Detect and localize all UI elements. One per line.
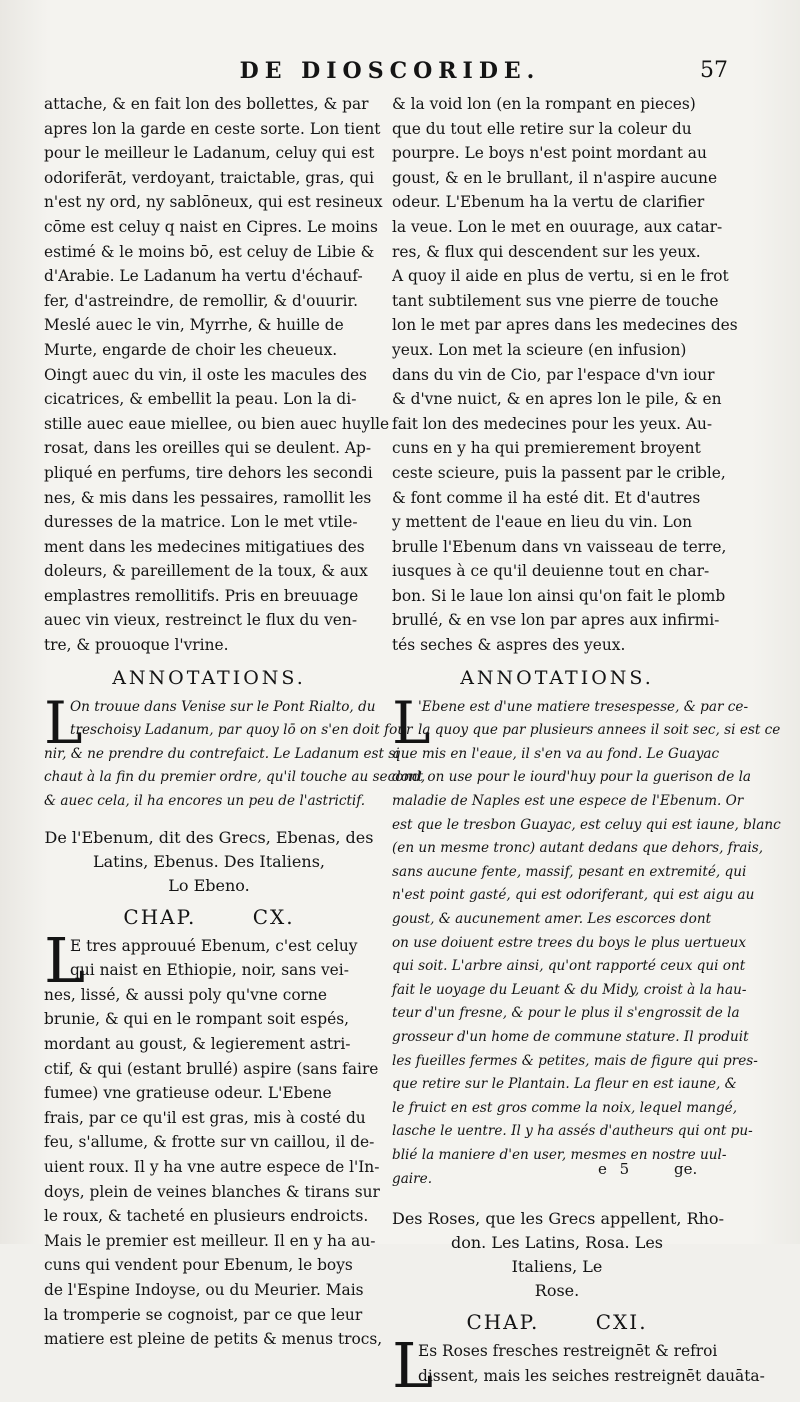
- text-line: fait lon des medecines pour les yeux. Au-: [392, 414, 713, 433]
- text-line: apres lon la garde en ceste sorte. Lon tient: [44, 119, 381, 138]
- text-line: pliqué en perfums, tire dehors les secondi: [44, 463, 373, 482]
- text-line: mordant au goust, & legierement astri-: [44, 1035, 351, 1053]
- text-line: Mais le premier est meilleur. Il en y ha au-: [44, 1231, 376, 1250]
- annotation-line: que mis en l'eaue, il s'en va au fond. Le Guayac: [392, 745, 720, 762]
- text-line: emplastres remollitifs. Pris en breuuage: [44, 586, 359, 605]
- annotation-line: teur d'un fresne, & pour le plus il s'engrossit de la: [392, 1005, 740, 1022]
- annotation-line: la quoy que par plusieurs annees il soit sec, si est ce: [418, 722, 781, 739]
- annotation-line: grosseur d'un home de commune stature. Il produit: [392, 1028, 749, 1045]
- right-chapter-dropcap: L: [392, 1329, 434, 1402]
- text-line: cōme est celuy q naist en Cipres. Le moins: [44, 217, 378, 236]
- text-line: la tromperie se cognoist, par ce que leur: [44, 1305, 363, 1324]
- right-section-title: [392, 1207, 722, 1303]
- text-line: y mettent de l'eaue en lieu du vin. Lon: [392, 513, 692, 532]
- text-line: ceste scieure, puis la passent par le crible,: [392, 463, 726, 482]
- text-line: tre, & prouoque l'vrine.: [44, 636, 229, 655]
- text-line: dans du vin de Cio, par l'espace d'vn iour: [392, 365, 715, 384]
- annotation-line: est que le tresbon Guayac, est celuy qui est iaune, blanc: [392, 816, 781, 833]
- text-line: pour le meilleur le Ladanum, celuy qui est: [44, 144, 375, 163]
- running-title: DE DIOSCORIDE.: [239, 58, 541, 84]
- annotation-line: goust, & aucunement amer. Les escorces dont: [392, 911, 712, 927]
- annotation-line: (en un mesme tronc) autant dedans que dehors, frais,: [392, 840, 764, 857]
- text-line: Oingt auec du vin, il oste les macules des: [44, 365, 367, 384]
- text-line: duresses de la matrice. Lon le met vtile-: [44, 513, 358, 532]
- text-line: iusques à ce qu'il deuienne tout en char-: [392, 562, 710, 581]
- annotation-line: & auec cela, il ha encores un peu de l'astrictif.: [44, 793, 366, 810]
- text-line: nes, & mis dans les pessaires, ramollit les: [44, 488, 372, 507]
- section-title-line: De l'Ebenum, dit des Grecs, Ebenas, des: [44, 827, 374, 847]
- text-line: auec vin vieux, restreinct le flux du ven-: [44, 611, 358, 630]
- right-chapter-block: [392, 1329, 765, 1402]
- text-line: ctif, & qui (estant brullé) aspire (sans faire: [44, 1059, 379, 1078]
- text-line: E tres approuué Ebenum, c'est celuy: [70, 936, 358, 955]
- annotation-line: maladie de Naples est une espece de l'Ebenum. Or: [392, 793, 744, 810]
- text-line: cuns qui vendent pour Ebenum, le boys: [44, 1256, 353, 1275]
- signature-mark: e 5: [598, 1160, 634, 1178]
- annotation-line: blié la maniere d'en user, mesmes en nostre uul-: [392, 1146, 727, 1163]
- text-line: tés seches & aspres des yeux.: [392, 636, 626, 655]
- left-chapter-block: [44, 923, 383, 1352]
- text-line: & d'vne nuict, & en apres lon le pile, & en: [392, 390, 722, 409]
- annotation-line: dont on use pour le iourd'huy pour la guerison de la: [392, 769, 752, 786]
- text-line: cuns en y ha qui premierement broyent: [392, 439, 701, 458]
- right-column: [392, 92, 781, 1402]
- section-title-line: don. Les Latins, Rosa. Les: [450, 1233, 664, 1253]
- section-title-line: Latins, Ebenus. Des Italiens,: [93, 851, 325, 871]
- text-line: odeur. L'Ebenum ha la vertu de clarifier: [392, 193, 705, 212]
- right-annotations-block: [392, 688, 781, 1191]
- text-line: tant subtilement sus vne pierre de touche: [392, 291, 719, 310]
- annotation-line: On trouue dans Venise sur le Pont Rialto, du: [70, 698, 376, 715]
- annotation-line: gaire.: [392, 1170, 433, 1187]
- annotation-line: treschoisy Ladanum, par quoy lō on s'en doit four: [70, 722, 413, 739]
- annotation-line: qui soit. L'arbre ainsi, qu'ont rapporté ceux qui ont: [392, 958, 746, 975]
- text-line: uient roux. Il y ha vne autre espece de l'In-: [44, 1157, 380, 1176]
- text-line: & font comme il ha esté dit. Et d'autres: [392, 488, 701, 507]
- text-line: Es Roses fresches restreignēt & refroi: [418, 1342, 718, 1361]
- section-title-line: Italiens, Le: [511, 1257, 603, 1277]
- page-number: 57: [700, 58, 728, 83]
- left-annotations-heading: ANNOTATIONS.: [112, 666, 306, 689]
- text-line: la veue. Lon le met en ouurage, aux catar-: [392, 217, 723, 236]
- text-line: nes, lissé, & aussi poly qu'vne corne: [44, 985, 328, 1004]
- left-chapter-text: [44, 934, 383, 1352]
- left-annotations-dropcap: L: [44, 688, 83, 757]
- text-line: Murte, engarde de choir les cheueux.: [44, 340, 338, 359]
- left-chapter-heading: [44, 902, 374, 932]
- right-chap-number: CXI.: [595, 1310, 648, 1335]
- text-line: d'Arabie. Le Ladanum ha vertu d'échauf-: [44, 267, 363, 286]
- text-line: stille auec eaue miellee, ou bien auec huylle: [44, 414, 390, 433]
- text-line: matiere est pleine de petits & menus trocs,: [44, 1330, 383, 1349]
- left-chapter-dropcap: L: [44, 923, 86, 997]
- catchword-line: [598, 1160, 698, 1178]
- text-line: ment dans les medecines mitigatiues des: [44, 537, 365, 556]
- annotation-line: chaut à la fin du premier ordre, qu'il touche au second,: [44, 769, 426, 786]
- text-line: n'est ny ord, ny sablōneux, qui est resineux: [44, 193, 383, 212]
- left-body-text: [44, 92, 390, 658]
- text-line: doys, plein de veines blanches & tirans sur: [44, 1182, 380, 1201]
- catchword: ge.: [674, 1160, 698, 1178]
- annotation-line: le fruict en est gros comme la noix, lequel mangé,: [392, 1099, 738, 1116]
- left-annotations-block: [44, 688, 426, 814]
- text-line: fer, d'astreindre, de remollir, & d'ouurir.: [44, 291, 358, 310]
- text-line: brunie, & qui en le rompant soit espés,: [44, 1010, 350, 1029]
- text-line: fumee) vne gratieuse odeur. L'Ebene: [44, 1084, 332, 1103]
- text-line: brulle l'Ebenum dans vn vaisseau de terre,: [392, 537, 727, 556]
- text-line: estimé & le moins bō, est celuy de Libie &: [44, 242, 375, 261]
- right-annotations-text: [392, 688, 781, 1191]
- text-line: attache, & en fait lon des bollettes, & par: [44, 95, 369, 113]
- text-line: rosat, dans les oreilles qui se deulent. Ap-: [44, 439, 372, 458]
- right-body-text: [392, 92, 738, 658]
- section-title-line: Lo Ebeno.: [168, 875, 250, 895]
- annotation-line: fait le uoyage du Leuant & du Midy, croist à la hau-: [392, 981, 747, 998]
- text-line: odoriferāt, verdoyant, traictable, gras, qui: [44, 168, 375, 187]
- text-line: cicatrices, & embellit la peau. Lon la di-: [44, 390, 357, 409]
- text-line: res, & flux qui descendent sur les yeux.: [392, 242, 701, 261]
- text-line: dissent, mais les seiches restreignēt dauāta-: [418, 1366, 765, 1385]
- right-annotations-heading: ANNOTATIONS.: [460, 666, 654, 689]
- text-line: doleurs, & pareillement de la toux, & aux: [44, 562, 368, 581]
- text-line: goust, & en le brullant, il n'aspire aucune: [392, 168, 718, 187]
- annotation-line: n'est point gasté, qui est odoriferant, qui est aigu au: [392, 887, 755, 904]
- text-line: frais, par ce qu'il est gras, mis à costé du: [44, 1108, 366, 1127]
- text-line: pourpre. Le boys n'est point mordant au: [392, 144, 707, 163]
- annotation-line: les fueilles fermes & petites, mais de figure qui pres-: [392, 1052, 758, 1069]
- text-line: brullé, & en vse lon par apres aux infirmi-: [392, 611, 720, 630]
- right-chapter-heading: [392, 1307, 722, 1337]
- text-line: de l'Espine Indoyse, ou du Meurier. Mais: [44, 1280, 364, 1299]
- text-line: le roux, & tacheté en plusieurs endroicts.: [44, 1207, 369, 1226]
- section-title-line: Des Roses, que les Grecs appellent, Rho-: [392, 1209, 724, 1229]
- right-chapter-text: [392, 1339, 765, 1388]
- text-line: yeux. Lon met la scieure (en infusion): [392, 340, 687, 359]
- text-line: A quoy il aide en plus de vertu, si en le frot: [392, 267, 729, 286]
- text-line: qui naist en Ethiopie, noir, sans vei-: [70, 961, 349, 980]
- right-annotations-dropcap: L: [392, 688, 431, 757]
- annotation-line: lasche le uentre. Il y ha assés d'autheurs qui ont pu-: [392, 1123, 753, 1140]
- annotation-line: 'Ebene est d'une matiere tresespesse, & par ce-: [418, 698, 749, 715]
- section-title-line: Rose.: [534, 1281, 580, 1301]
- right-chap-label: CHAP.: [466, 1310, 540, 1335]
- text-line: lon le met par apres dans les medecines des: [392, 316, 738, 335]
- left-chap-number: CX.: [252, 904, 295, 929]
- annotation-line: sans aucune fente, massif, pesant en extremité, qui: [392, 863, 747, 880]
- annotation-line: nir, & ne prendre du contrefaict. Le Ladanum est si: [44, 745, 400, 762]
- left-section-title: [44, 826, 374, 898]
- text-line: & la void lon (en la rompant en pieces): [392, 95, 696, 113]
- annotation-line: on use doiuent estre trees du boys le plus uertueux: [392, 934, 747, 951]
- running-head: [0, 58, 800, 90]
- left-chap-label: CHAP.: [123, 904, 197, 929]
- text-line: Meslé auec le vin, Myrrhe, & huille de: [44, 316, 344, 335]
- left-annotations-text: [44, 688, 426, 814]
- annotation-line: que retire sur le Plantain. La fleur en est iaune, &: [392, 1076, 737, 1093]
- text-line: feu, s'allume, & frotte sur vn caillou, il de-: [44, 1133, 375, 1152]
- text-line: bon. Si le laue lon ainsi qu'on fait le plomb: [392, 586, 726, 605]
- text-line: que du tout elle retire sur la coleur du: [392, 119, 692, 138]
